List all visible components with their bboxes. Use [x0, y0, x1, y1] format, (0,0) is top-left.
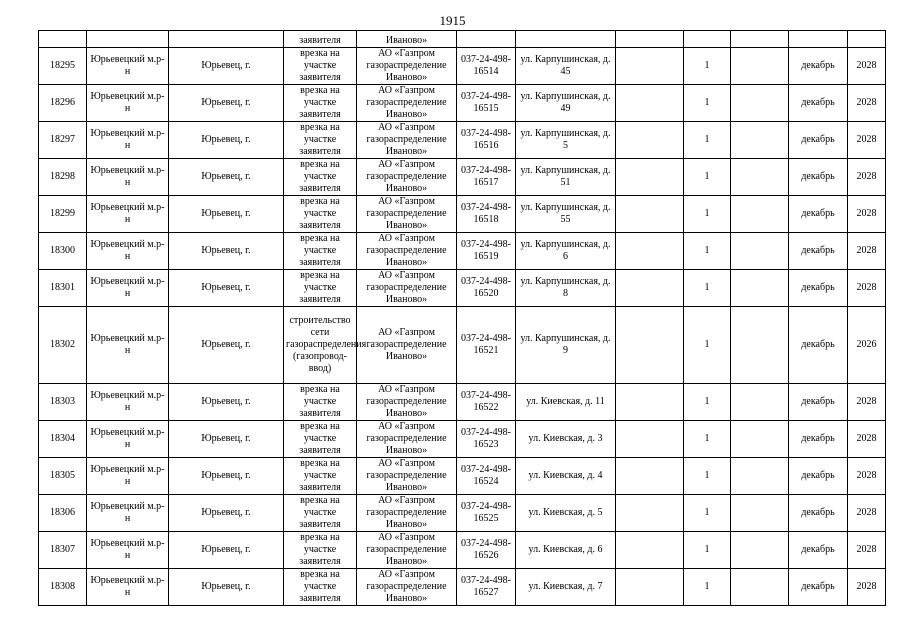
cell-locality: Юрьевец, г.	[169, 233, 284, 270]
document-table	[38, 30, 886, 606]
cell-locality: Юрьевец, г.	[169, 159, 284, 196]
cell-code: 037-24-498-16526	[457, 532, 516, 569]
cell-district: Юрьевецкий м.р-н	[87, 569, 169, 606]
cell-district: Юрьевецкий м.р-н	[87, 85, 169, 122]
cell-work-type: врезка на участке заявителя	[284, 495, 357, 532]
cell-empty	[789, 31, 848, 48]
cell-empty	[616, 159, 684, 196]
table-row	[39, 307, 886, 384]
cell-month: декабрь	[789, 384, 848, 421]
cell-organization: Иваново»	[357, 31, 457, 48]
cell-locality: Юрьевец, г.	[169, 495, 284, 532]
table-row	[39, 384, 886, 421]
cell-organization: АО «Газпром газораспределение Иваново»	[357, 48, 457, 85]
cell-code: 037-24-498-16515	[457, 85, 516, 122]
cell-id: 18306	[39, 495, 87, 532]
cell-empty	[616, 233, 684, 270]
cell-work-type: врезка на участке заявителя	[284, 159, 357, 196]
cell-empty	[616, 458, 684, 495]
cell-code: 037-24-498-16516	[457, 122, 516, 159]
cell-quantity: 1	[684, 159, 731, 196]
cell-work-type: врезка на участке заявителя	[284, 569, 357, 606]
cell-empty	[731, 421, 789, 458]
cell-quantity: 1	[684, 270, 731, 307]
cell-month: декабрь	[789, 122, 848, 159]
cell-organization: АО «Газпром газораспределение Иваново»	[357, 85, 457, 122]
cell-month: декабрь	[789, 569, 848, 606]
cell-year: 2028	[848, 458, 886, 495]
cell-month: декабрь	[789, 270, 848, 307]
cell-address: ул. Карпушинская, д. 49	[516, 85, 616, 122]
cell-empty	[731, 532, 789, 569]
cell-district: Юрьевецкий м.р-н	[87, 532, 169, 569]
cell-locality: Юрьевец, г.	[169, 384, 284, 421]
cell-empty	[39, 31, 87, 48]
cell-year: 2028	[848, 196, 886, 233]
table-body	[39, 31, 886, 606]
cell-empty	[87, 31, 169, 48]
cell-empty	[731, 495, 789, 532]
cell-id: 18305	[39, 458, 87, 495]
cell-empty	[731, 270, 789, 307]
cell-quantity: 1	[684, 569, 731, 606]
cell-address: ул. Киевская, д. 6	[516, 532, 616, 569]
cell-district: Юрьевецкий м.р-н	[87, 196, 169, 233]
cell-organization: АО «Газпром газораспределение Иваново»	[357, 122, 457, 159]
cell-year: 2028	[848, 495, 886, 532]
cell-month: декабрь	[789, 196, 848, 233]
cell-district: Юрьевецкий м.р-н	[87, 270, 169, 307]
cell-address: ул. Киевская, д. 5	[516, 495, 616, 532]
cell-code: 037-24-498-16522	[457, 384, 516, 421]
cell-district: Юрьевецкий м.р-н	[87, 233, 169, 270]
cell-empty	[616, 307, 684, 384]
cell-district: Юрьевецкий м.р-н	[87, 307, 169, 384]
cell-work-type: врезка на участке заявителя	[284, 233, 357, 270]
cell-organization: АО «Газпром газораспределение Иваново»	[357, 458, 457, 495]
cell-empty	[169, 31, 284, 48]
cell-organization: АО «Газпром газораспределение Иваново»	[357, 384, 457, 421]
cell-locality: Юрьевец, г.	[169, 458, 284, 495]
cell-empty	[731, 85, 789, 122]
cell-month: декабрь	[789, 307, 848, 384]
cell-month: декабрь	[789, 85, 848, 122]
cell-work-type: врезка на участке заявителя	[284, 421, 357, 458]
cell-id: 18299	[39, 196, 87, 233]
cell-month: декабрь	[789, 421, 848, 458]
cell-id: 18296	[39, 85, 87, 122]
cell-district: Юрьевецкий м.р-н	[87, 495, 169, 532]
cell-address: ул. Киевская, д. 3	[516, 421, 616, 458]
cell-address: ул. Киевская, д. 4	[516, 458, 616, 495]
table-row	[39, 233, 886, 270]
cell-address: ул. Киевская, д. 7	[516, 569, 616, 606]
cell-year: 2028	[848, 421, 886, 458]
cell-empty	[616, 85, 684, 122]
cell-organization: АО «Газпром газораспределение Иваново»	[357, 421, 457, 458]
cell-quantity: 1	[684, 495, 731, 532]
cell-id: 18295	[39, 48, 87, 85]
cell-year: 2028	[848, 85, 886, 122]
cell-empty	[731, 159, 789, 196]
continuation-row	[39, 31, 886, 48]
cell-locality: Юрьевец, г.	[169, 85, 284, 122]
cell-empty	[731, 48, 789, 85]
cell-month: декабрь	[789, 458, 848, 495]
cell-code: 037-24-498-16521	[457, 307, 516, 384]
table-row	[39, 495, 886, 532]
cell-quantity: 1	[684, 122, 731, 159]
cell-work-type: врезка на участке заявителя	[284, 384, 357, 421]
cell-quantity: 1	[684, 85, 731, 122]
cell-address: ул. Карпушинская, д. 45	[516, 48, 616, 85]
cell-year: 2028	[848, 122, 886, 159]
cell-district: Юрьевецкий м.р-н	[87, 421, 169, 458]
cell-code: 037-24-498-16518	[457, 196, 516, 233]
table-row	[39, 569, 886, 606]
cell-year: 2026	[848, 307, 886, 384]
cell-empty	[516, 31, 616, 48]
cell-address: ул. Карпушинская, д. 5	[516, 122, 616, 159]
cell-address: ул. Карпушинская, д. 8	[516, 270, 616, 307]
cell-quantity: 1	[684, 48, 731, 85]
cell-empty	[616, 421, 684, 458]
cell-year: 2028	[848, 384, 886, 421]
cell-organization: АО «Газпром газораспределение Иваново»	[357, 233, 457, 270]
cell-locality: Юрьевец, г.	[169, 48, 284, 85]
cell-id: 18307	[39, 532, 87, 569]
cell-locality: Юрьевец, г.	[169, 421, 284, 458]
cell-organization: АО «Газпром газораспределение Иваново»	[357, 196, 457, 233]
cell-month: декабрь	[789, 532, 848, 569]
cell-month: декабрь	[789, 495, 848, 532]
cell-empty	[616, 31, 684, 48]
cell-organization: АО «Газпром газораспределение Иваново»	[357, 307, 457, 384]
cell-empty	[731, 233, 789, 270]
cell-code: 037-24-498-16525	[457, 495, 516, 532]
cell-year: 2028	[848, 233, 886, 270]
cell-month: декабрь	[789, 159, 848, 196]
cell-address: ул. Карпушинская, д. 6	[516, 233, 616, 270]
cell-empty	[616, 270, 684, 307]
cell-id: 18304	[39, 421, 87, 458]
cell-empty	[616, 196, 684, 233]
cell-empty	[616, 48, 684, 85]
cell-empty	[731, 569, 789, 606]
table-row	[39, 159, 886, 196]
cell-organization: АО «Газпром газораспределение Иваново»	[357, 569, 457, 606]
cell-work-type: врезка на участке заявителя	[284, 270, 357, 307]
cell-work-type: врезка на участке заявителя	[284, 458, 357, 495]
cell-organization: АО «Газпром газораспределение Иваново»	[357, 159, 457, 196]
cell-locality: Юрьевец, г.	[169, 270, 284, 307]
cell-district: Юрьевецкий м.р-н	[87, 159, 169, 196]
cell-empty	[616, 532, 684, 569]
cell-empty	[731, 31, 789, 48]
cell-district: Юрьевецкий м.р-н	[87, 122, 169, 159]
table-row	[39, 196, 886, 233]
cell-empty	[616, 569, 684, 606]
cell-code: 037-24-498-16519	[457, 233, 516, 270]
cell-organization: АО «Газпром газораспределение Иваново»	[357, 270, 457, 307]
cell-empty	[616, 384, 684, 421]
cell-empty	[684, 31, 731, 48]
cell-empty	[848, 31, 886, 48]
cell-empty	[731, 196, 789, 233]
cell-month: декабрь	[789, 233, 848, 270]
cell-district: Юрьевецкий м.р-н	[87, 384, 169, 421]
cell-year: 2028	[848, 270, 886, 307]
table-row	[39, 270, 886, 307]
table-row	[39, 85, 886, 122]
cell-locality: Юрьевец, г.	[169, 532, 284, 569]
table-row	[39, 532, 886, 569]
cell-locality: Юрьевец, г.	[169, 569, 284, 606]
cell-id: 18298	[39, 159, 87, 196]
cell-code: 037-24-498-16520	[457, 270, 516, 307]
cell-quantity: 1	[684, 458, 731, 495]
cell-empty	[616, 495, 684, 532]
cell-locality: Юрьевец, г.	[169, 307, 284, 384]
cell-district: Юрьевецкий м.р-н	[87, 48, 169, 85]
cell-quantity: 1	[684, 233, 731, 270]
cell-work-type: строительство сети газораспределения (газопровод-ввод)	[284, 307, 357, 384]
cell-empty	[731, 458, 789, 495]
cell-organization: АО «Газпром газораспределение Иваново»	[357, 495, 457, 532]
cell-address: ул. Карпушинская, д. 55	[516, 196, 616, 233]
table-row	[39, 421, 886, 458]
cell-quantity: 1	[684, 307, 731, 384]
cell-id: 18300	[39, 233, 87, 270]
cell-work-type: врезка на участке заявителя	[284, 85, 357, 122]
cell-year: 2028	[848, 532, 886, 569]
cell-month: декабрь	[789, 48, 848, 85]
cell-quantity: 1	[684, 421, 731, 458]
page-number: 1915	[439, 13, 466, 28]
cell-organization: АО «Газпром газораспределение Иваново»	[357, 532, 457, 569]
cell-work-type: врезка на участке заявителя	[284, 48, 357, 85]
cell-code: 037-24-498-16527	[457, 569, 516, 606]
cell-empty	[457, 31, 516, 48]
cell-work-type: заявителя	[284, 31, 357, 48]
cell-empty	[731, 307, 789, 384]
cell-empty	[616, 122, 684, 159]
cell-locality: Юрьевец, г.	[169, 196, 284, 233]
cell-id: 18303	[39, 384, 87, 421]
cell-year: 2028	[848, 569, 886, 606]
cell-locality: Юрьевец, г.	[169, 122, 284, 159]
cell-empty	[731, 384, 789, 421]
cell-address: ул. Киевская, д. 11	[516, 384, 616, 421]
table-row	[39, 122, 886, 159]
cell-address: ул. Карпушинская, д. 51	[516, 159, 616, 196]
cell-id: 18302	[39, 307, 87, 384]
cell-quantity: 1	[684, 196, 731, 233]
cell-work-type: врезка на участке заявителя	[284, 122, 357, 159]
cell-quantity: 1	[684, 532, 731, 569]
cell-id: 18297	[39, 122, 87, 159]
cell-code: 037-24-498-16514	[457, 48, 516, 85]
cell-code: 037-24-498-16523	[457, 421, 516, 458]
cell-quantity: 1	[684, 384, 731, 421]
cell-empty	[731, 122, 789, 159]
cell-address: ул. Карпушинская, д. 9	[516, 307, 616, 384]
cell-year: 2028	[848, 48, 886, 85]
cell-id: 18301	[39, 270, 87, 307]
cell-work-type: врезка на участке заявителя	[284, 196, 357, 233]
table-row	[39, 48, 886, 85]
cell-id: 18308	[39, 569, 87, 606]
cell-district: Юрьевецкий м.р-н	[87, 458, 169, 495]
cell-code: 037-24-498-16517	[457, 159, 516, 196]
cell-year: 2028	[848, 159, 886, 196]
cell-work-type: врезка на участке заявителя	[284, 532, 357, 569]
table-row	[39, 458, 886, 495]
cell-code: 037-24-498-16524	[457, 458, 516, 495]
